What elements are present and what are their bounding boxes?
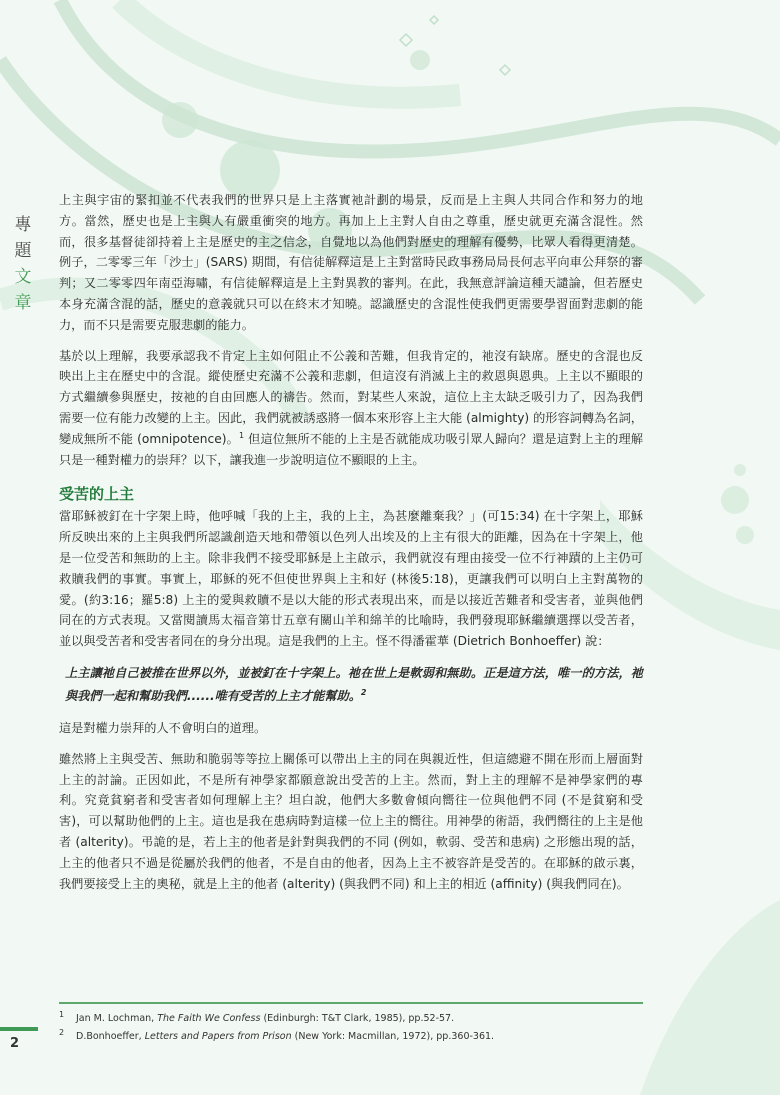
footnote-text: D.Bonhoeffer, bbox=[76, 1031, 145, 1042]
footnote-book-title: Letters and Papers from Prison bbox=[144, 1031, 292, 1042]
section-heading: 受苦的上主 bbox=[59, 485, 135, 504]
paragraph: 雖然將上主與受苦、無助和脆弱等等拉上關係可以帶出上主的同在與親近性，但這總避不開在形而上層面對上主的討論。正因如此，不是所有神學家都願意說出受苦的上主。然而，對上主的理解不是神學家們的專利。究竟貧窮者和受害者如何理解上主？坦白說，他們大多數會傾向嚮往一位與他們不同 (不是貧窮和受害)，可以幫助他們的上主。這也是我在患病時對這樣一位上主的嚮往。用神學的術語，我們嚮往的上主是他者 (alterity)。弔詭的是，若上主的他者是針對與我們的不同 (例如，軟弱、受苦和患病) 之形態出現的話，上主的他者只不過是從屬於我們的他者，不是自由的他者，因為上主不被容許是受苦的。在耶穌的啟示裏，我們要接受上主的奧秘，就是上主的他者 (alterity) (與我們不同) 和上主的相近 (affinity) (與我們同在)。 bbox=[59, 751, 643, 891]
page-number-bar bbox=[0, 1027, 38, 1031]
section-label-line2: 文章 bbox=[14, 267, 32, 313]
page-number: 2 bbox=[10, 1036, 20, 1051]
footnote bbox=[59, 1012, 649, 1026]
quote-text: 上主讓祂自己被推在世界以外，並被釘在十字架上。祂在世上是軟弱和無助。正是這方法，唯一的方法，祂與我們一起和幫助我們......唯有受苦的上主才能幫助。 bbox=[65, 665, 643, 703]
footnote-book-title: The Faith We Confess bbox=[157, 1013, 261, 1024]
section-label-line1: 專題 bbox=[14, 215, 32, 261]
section-label bbox=[10, 212, 36, 316]
footnote-number: 2 bbox=[59, 1028, 65, 1037]
footnote-text: (Edinburgh: T&T Clark, 1985), pp.52-57. bbox=[260, 1013, 455, 1024]
footnote-number: 1 bbox=[59, 1010, 65, 1019]
footnote-ref: 1 bbox=[238, 430, 245, 440]
paragraph-text: 但這位無所不能的上主是否就能成功吸引眾人歸向？還是這對上主的理解只是一種對權力的崇拜？以下，讓我進一步說明這位不顯眼的上主。 bbox=[59, 431, 644, 467]
paragraph: 當耶穌被釘在十字架上時，他呼喊「我的上主，我的上主，為甚麼離棄我？」(可15:34) 在十字架上，耶穌所反映出來的上主與我們所認識創造天地和帶領以色列人出埃及的上主有很大的距離，因為在十字架上，他是一位受苦和無助的上主。除非我們不接受耶穌是上主啟示，我們就沒有理由接受一位不行神蹟的上主仍可救贖我們的事實。事實上，耶穌的死不但使世界與上主和好 (林後5:18)，更讓我們可以明白上主對萬物的愛。(約3:16；羅5:8) 上主的愛與救贖不是以大能的形式表現出來，而是以接近苦難者和受害者，並與他們同在的方式表現。又當閱讀馬太福音第廿五章有關山羊和綿羊的比喻時，我們發現耶穌繼續選擇以受苦者，並以與受苦者和受害者同在的身分出現。這是我們的上主。怪不得潘霍華 (Dietrich Bonhoeffer) 說： bbox=[59, 509, 643, 649]
article-body bbox=[59, 190, 643, 904]
paragraph: 上主與宇宙的緊扣並不代表我們的世界只是上主落實祂計劃的場景，反而是上主與人共同合作和努力的地方。當然，歷史也是上主與人有嚴重衝突的地方。再加上上主對人自由之尊重，歷史就更充滿含混性。然而，很多基督徒卻持着上主是歷史的主之信念，自覺地以為他們對歷史的理解有優勢，比眾人看得更清楚。例子，二零零三年「沙士」(SARS) 期間，有信徒解釋這是上主對當時民政事務局局長何志平向車公拜祭的審判；又二零零四年南亞海嘯，有信徒解釋這是上主對異教的審判。在此，我無意評論這種天譴論，但若歷史本身充滿含混的話，歷史的意義就只可以在終末才知曉。認識歷史的含混性使我們更需要學習面對悲劇的能力，而不只是需要克服悲劇的能力。 bbox=[59, 193, 643, 332]
footnote-ref: 2 bbox=[360, 687, 367, 697]
paragraph: 這是對權力崇拜的人不會明白的道理。 bbox=[59, 720, 267, 735]
footnote-divider bbox=[59, 1002, 643, 1004]
footnotes bbox=[59, 1012, 649, 1048]
paragraph bbox=[59, 346, 643, 471]
footnote bbox=[59, 1030, 649, 1044]
block-quote bbox=[65, 662, 643, 708]
footnote-text: Jan M. Lochman, bbox=[76, 1013, 158, 1024]
footnote-text: (New York: Macmillan, 1972), pp.360-361. bbox=[291, 1031, 495, 1042]
paragraph-text: 基於以上理解，我要承認我不肯定上主如何阻止不公義和苦難，但我肯定的，祂沒有缺席。歷史的含混也反映出上主在歷史中的含混。縱使歷史充滿不公義和悲劇，但這沒有消滅上主的救恩與恩典。上主以不顯眼的方式繼續參與歷史，按祂的自由回應人的禱告。然而，對某些人來說，這位上主太缺乏吸引力了，因為我們需要一位有能力改變的上主。因此，我們就被誘惑將一個本來形容上主大能 (almighty) 的形容詞轉為名詞，變成無所不能 (omnipotence)。 bbox=[59, 348, 643, 446]
